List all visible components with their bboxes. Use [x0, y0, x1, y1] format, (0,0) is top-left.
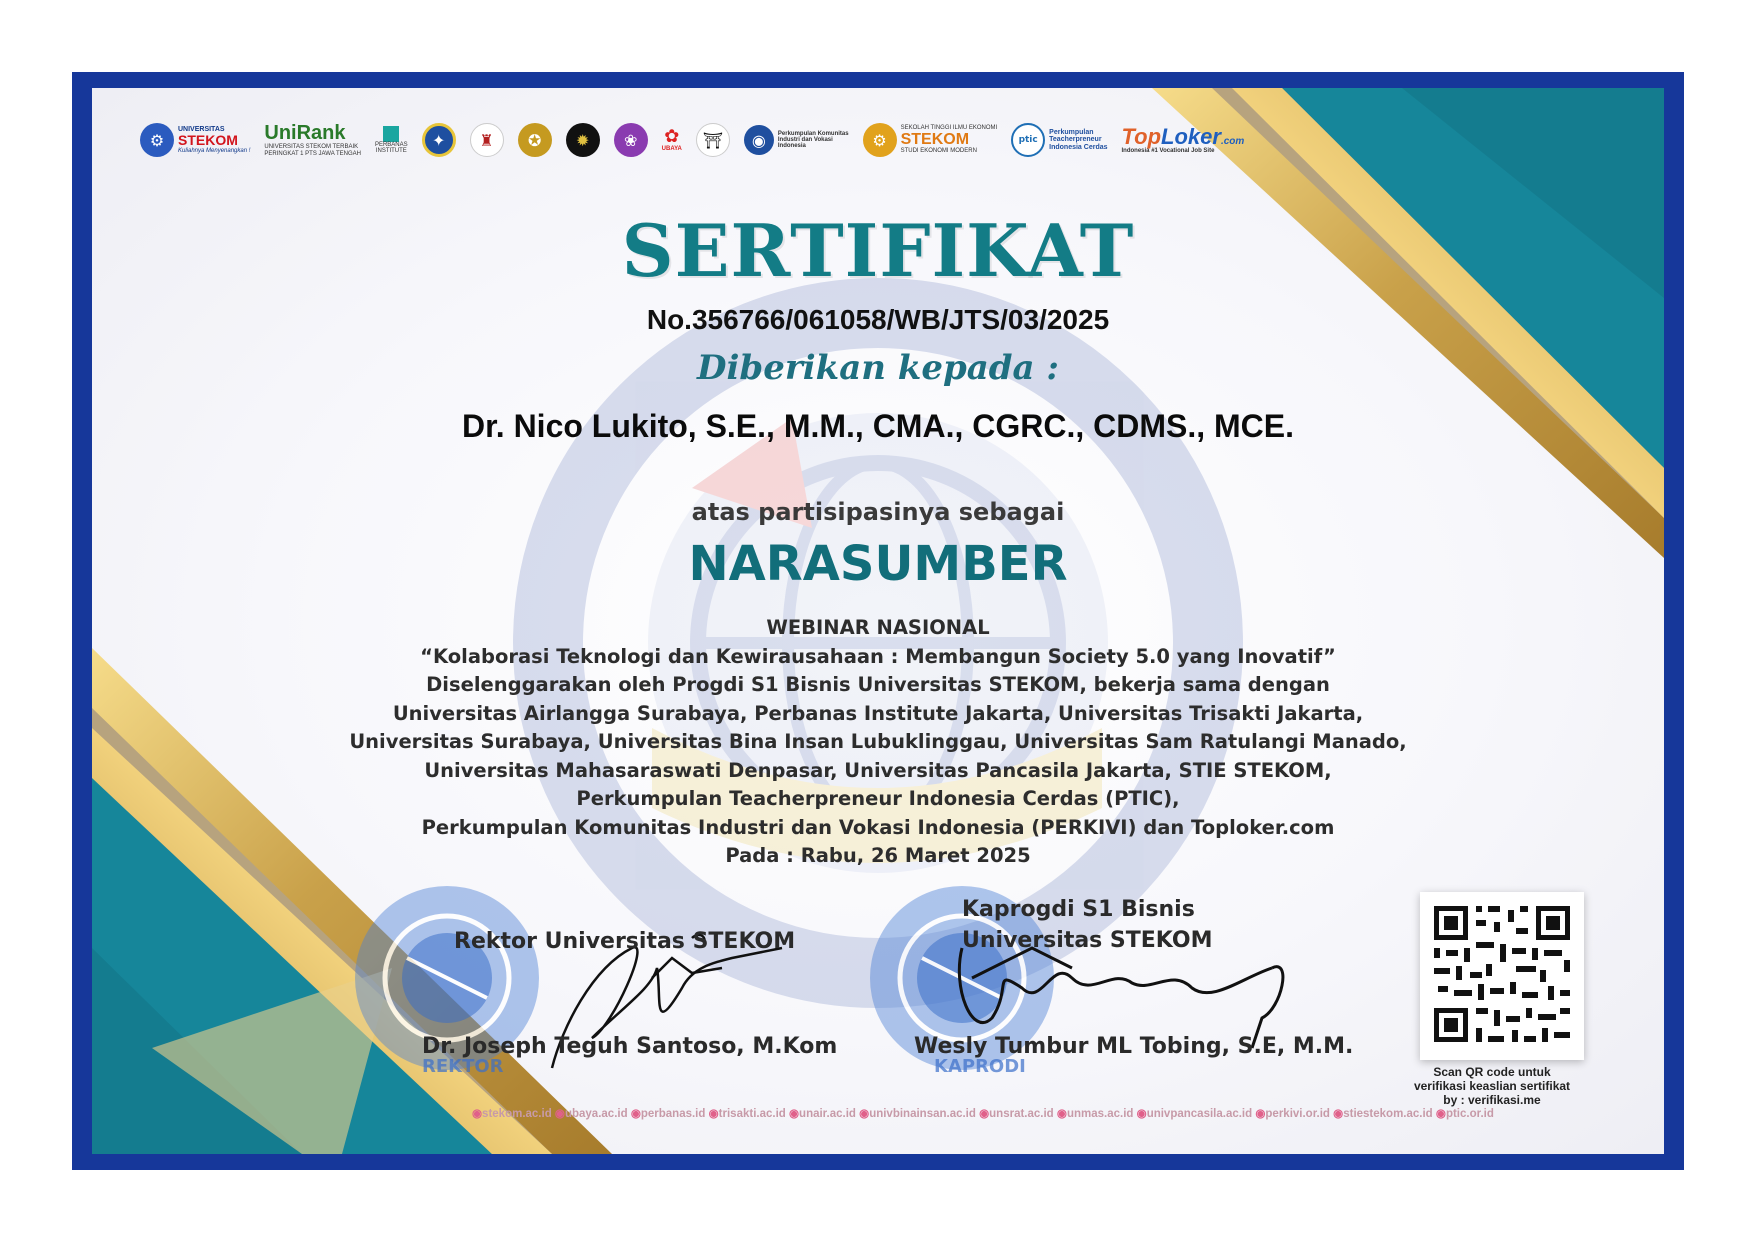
event-line: “Kolaborasi Teknologi dan Kewirausahaan : Membangun Society 5.0 yang Inovatif” — [420, 644, 1336, 668]
qr-caption-line3: by : verifikasi.me — [1443, 1093, 1541, 1107]
rektor-name: Dr. Joseph Teguh Santoso, M.Kom — [422, 1034, 838, 1059]
link-icon: ◉ — [1255, 1108, 1266, 1120]
trisakti-emblem-icon: ♜ — [470, 123, 504, 157]
footer-link[interactable]: univpancasila.ac.id — [1146, 1108, 1253, 1120]
logo-stekom-main: STEKOM — [178, 132, 238, 149]
logo-perbanas — [375, 118, 408, 162]
link-icon: ◉ — [859, 1108, 870, 1120]
logo-unirank-sub1: UNIVERSITAS STEKOM TERBAIK — [264, 144, 359, 151]
unair-seal-icon: ✦ — [422, 123, 456, 157]
logo-stiestekom-top: SEKOLAH TINGGI ILMU EKONOMI — [900, 125, 998, 132]
footer-link[interactable]: ubaya.ac.id — [564, 1108, 628, 1120]
logo-unirank-sub2: PERINGKAT 1 PTS JAWA TENGAH — [264, 150, 361, 157]
certificate-number: No.356766/061058/WB/JTS/03/2025 — [646, 304, 1110, 335]
logo-stekom — [140, 118, 250, 162]
logo-ptic-line2: Teacherpreneur — [1049, 136, 1102, 144]
logo-unirank-main: UniRank — [264, 122, 346, 145]
ubaya-flower-icon: ✿ — [664, 126, 680, 147]
logo-perkivi-line3: Indonesia — [777, 143, 806, 150]
pancasila-emblem-icon: ⛩ — [696, 123, 730, 157]
footer-link[interactable]: perbanas.id — [640, 1108, 706, 1120]
qr-code[interactable] — [1420, 892, 1584, 1060]
link-icon: ◉ — [630, 1108, 641, 1120]
logo-perbanas-line2: INSTITUTE — [375, 148, 407, 154]
event-line: Universitas Airlangga Surabaya, Perbanas Institute Jakarta, Universitas Trisakti Jakarta, — [392, 701, 1364, 725]
binainsan-emblem-icon: ✪ — [518, 123, 552, 157]
logo-perkivi-line1: Perkumpulan Komunitas — [777, 130, 849, 137]
link-icon: ◉ — [1435, 1108, 1446, 1120]
unsrat-seal-icon: ✹ — [566, 123, 600, 157]
logo-stiestekom-main: STEKOM — [900, 130, 970, 148]
certificate-title: SERTIFIKAT — [621, 208, 1135, 293]
perkivi-globe-icon: ◉ — [744, 125, 774, 155]
qr-code-icon — [1420, 892, 1584, 1060]
logo-ubaya — [662, 118, 682, 162]
footer-link[interactable]: univbinainsan.ac.id — [869, 1108, 976, 1120]
role-title: NARASUMBER — [688, 536, 1068, 592]
logo-ubaya-text: UBAYA — [661, 146, 682, 153]
link-icon: ◉ — [708, 1108, 719, 1120]
event-line: Universitas Mahasaraswati Denpasar, Universitas Pancasila Jakarta, STIE STEKOM, — [424, 758, 1332, 782]
event-line: Diselenggarakan oleh Progdi S1 Bisnis Universitas STEKOM, bekerja sama dengan — [426, 673, 1330, 696]
footer-link[interactable]: unair.ac.id — [799, 1108, 856, 1120]
logo-stiestekom-sub: STUDI EKONOMI MODERN — [900, 148, 977, 155]
recipient-name: Dr. Nico Lukito, S.E., M.M., CMA., CGRC., CDMS., MCE. — [461, 408, 1295, 444]
logo-toploker — [1122, 118, 1245, 162]
footer-link[interactable]: unmas.ac.id — [1066, 1108, 1134, 1120]
logo-toploker-rest: Loker — [1161, 124, 1221, 150]
qr-caption — [1372, 1065, 1612, 1107]
qr-caption-line1: Scan QR code untuk — [1433, 1065, 1551, 1079]
kaprodi-title-line2: Universitas STEKOM — [962, 928, 1213, 953]
event-line: Perkumpulan Teacherpreneur Indonesia Cerdas (PTIC), — [576, 787, 1180, 810]
logo-stekom-top: UNIVERSITAS — [178, 125, 225, 133]
qr-caption-line2: verifikasi keaslian sertifikat — [1413, 1079, 1571, 1093]
logo-perkivi — [744, 118, 849, 162]
logo-toploker-top: Top — [1121, 124, 1162, 150]
link-icon: ◉ — [472, 1108, 483, 1120]
logo-ptic-line1: Perkumpulan — [1049, 128, 1094, 136]
logo-ptic-line3: Indonesia Cerdas — [1049, 143, 1108, 151]
logo-perbanas-line1: PERBANAS — [374, 141, 408, 148]
event-description — [92, 614, 1664, 871]
event-line: Universitas Surabaya, Universitas Bina Insan Lubuklinggau, Universitas Sam Ratulangi Manado, — [349, 730, 1407, 753]
kaprodi-title — [962, 894, 1212, 956]
footer-link[interactable]: perkivi.or.id — [1265, 1108, 1330, 1120]
link-icon: ◉ — [1136, 1108, 1147, 1120]
footer-link[interactable]: ptic.or.id — [1445, 1108, 1494, 1120]
event-line: Perkumpulan Komunitas Industri dan Vokasi Indonesia (PERKIVI) dan Toploker.com — [421, 815, 1335, 839]
link-icon: ◉ — [1333, 1108, 1344, 1120]
link-icon: ◉ — [1056, 1108, 1067, 1120]
footer-link[interactable]: unsrat.ac.id — [989, 1108, 1054, 1120]
perbanas-square-icon — [383, 126, 399, 142]
rektor-title: Rektor Universitas STEKOM — [454, 929, 796, 954]
footer-links — [472, 1106, 1494, 1120]
footer-link[interactable]: stiestekom.ac.id — [1343, 1108, 1433, 1120]
given-to-label: Diberikan kepada : — [697, 348, 1059, 388]
stekom-gear-icon: ⚙ — [140, 123, 174, 157]
event-line: WEBINAR NASIONAL — [766, 616, 990, 639]
unmas-seal-icon: ❀ — [614, 123, 648, 157]
link-icon: ◉ — [979, 1108, 990, 1120]
participation-label: atas partisipasinya sebagai — [691, 498, 1065, 526]
kaprodi-stamp-label: KAPRODI — [934, 1056, 1026, 1077]
ptic-badge-icon: ptic — [1011, 123, 1045, 157]
event-date: Pada : Rabu, 26 Maret 2025 — [725, 844, 1031, 867]
logo-ptic — [1011, 118, 1107, 162]
kaprodi-title-line1: Kaprogdi S1 Bisnis — [962, 897, 1195, 922]
link-icon: ◉ — [554, 1108, 565, 1120]
partner-logo-strip — [140, 114, 1244, 166]
link-icon: ◉ — [789, 1108, 800, 1120]
footer-link[interactable]: trisakti.ac.id — [718, 1108, 786, 1120]
logo-perkivi-line2: Industri dan Vokasi — [777, 136, 833, 143]
footer-link[interactable]: stekom.ac.id — [482, 1108, 552, 1120]
stiestekom-gear-icon: ⚙ — [863, 123, 897, 157]
logo-toploker-sub: Indonesia #1 Vocational Job Site — [1121, 148, 1215, 155]
kaprodi-name: Wesly Tumbur ML Tobing, S.E, M.M. — [914, 1034, 1354, 1059]
logo-stekom-tagline: Kuliahnya Menyenangkan ! — [178, 147, 251, 154]
logo-stiestekom — [863, 118, 998, 162]
logo-toploker-com: .com — [1220, 136, 1245, 148]
logo-unirank — [264, 118, 361, 162]
rektor-stamp-label: REKTOR — [422, 1056, 504, 1077]
